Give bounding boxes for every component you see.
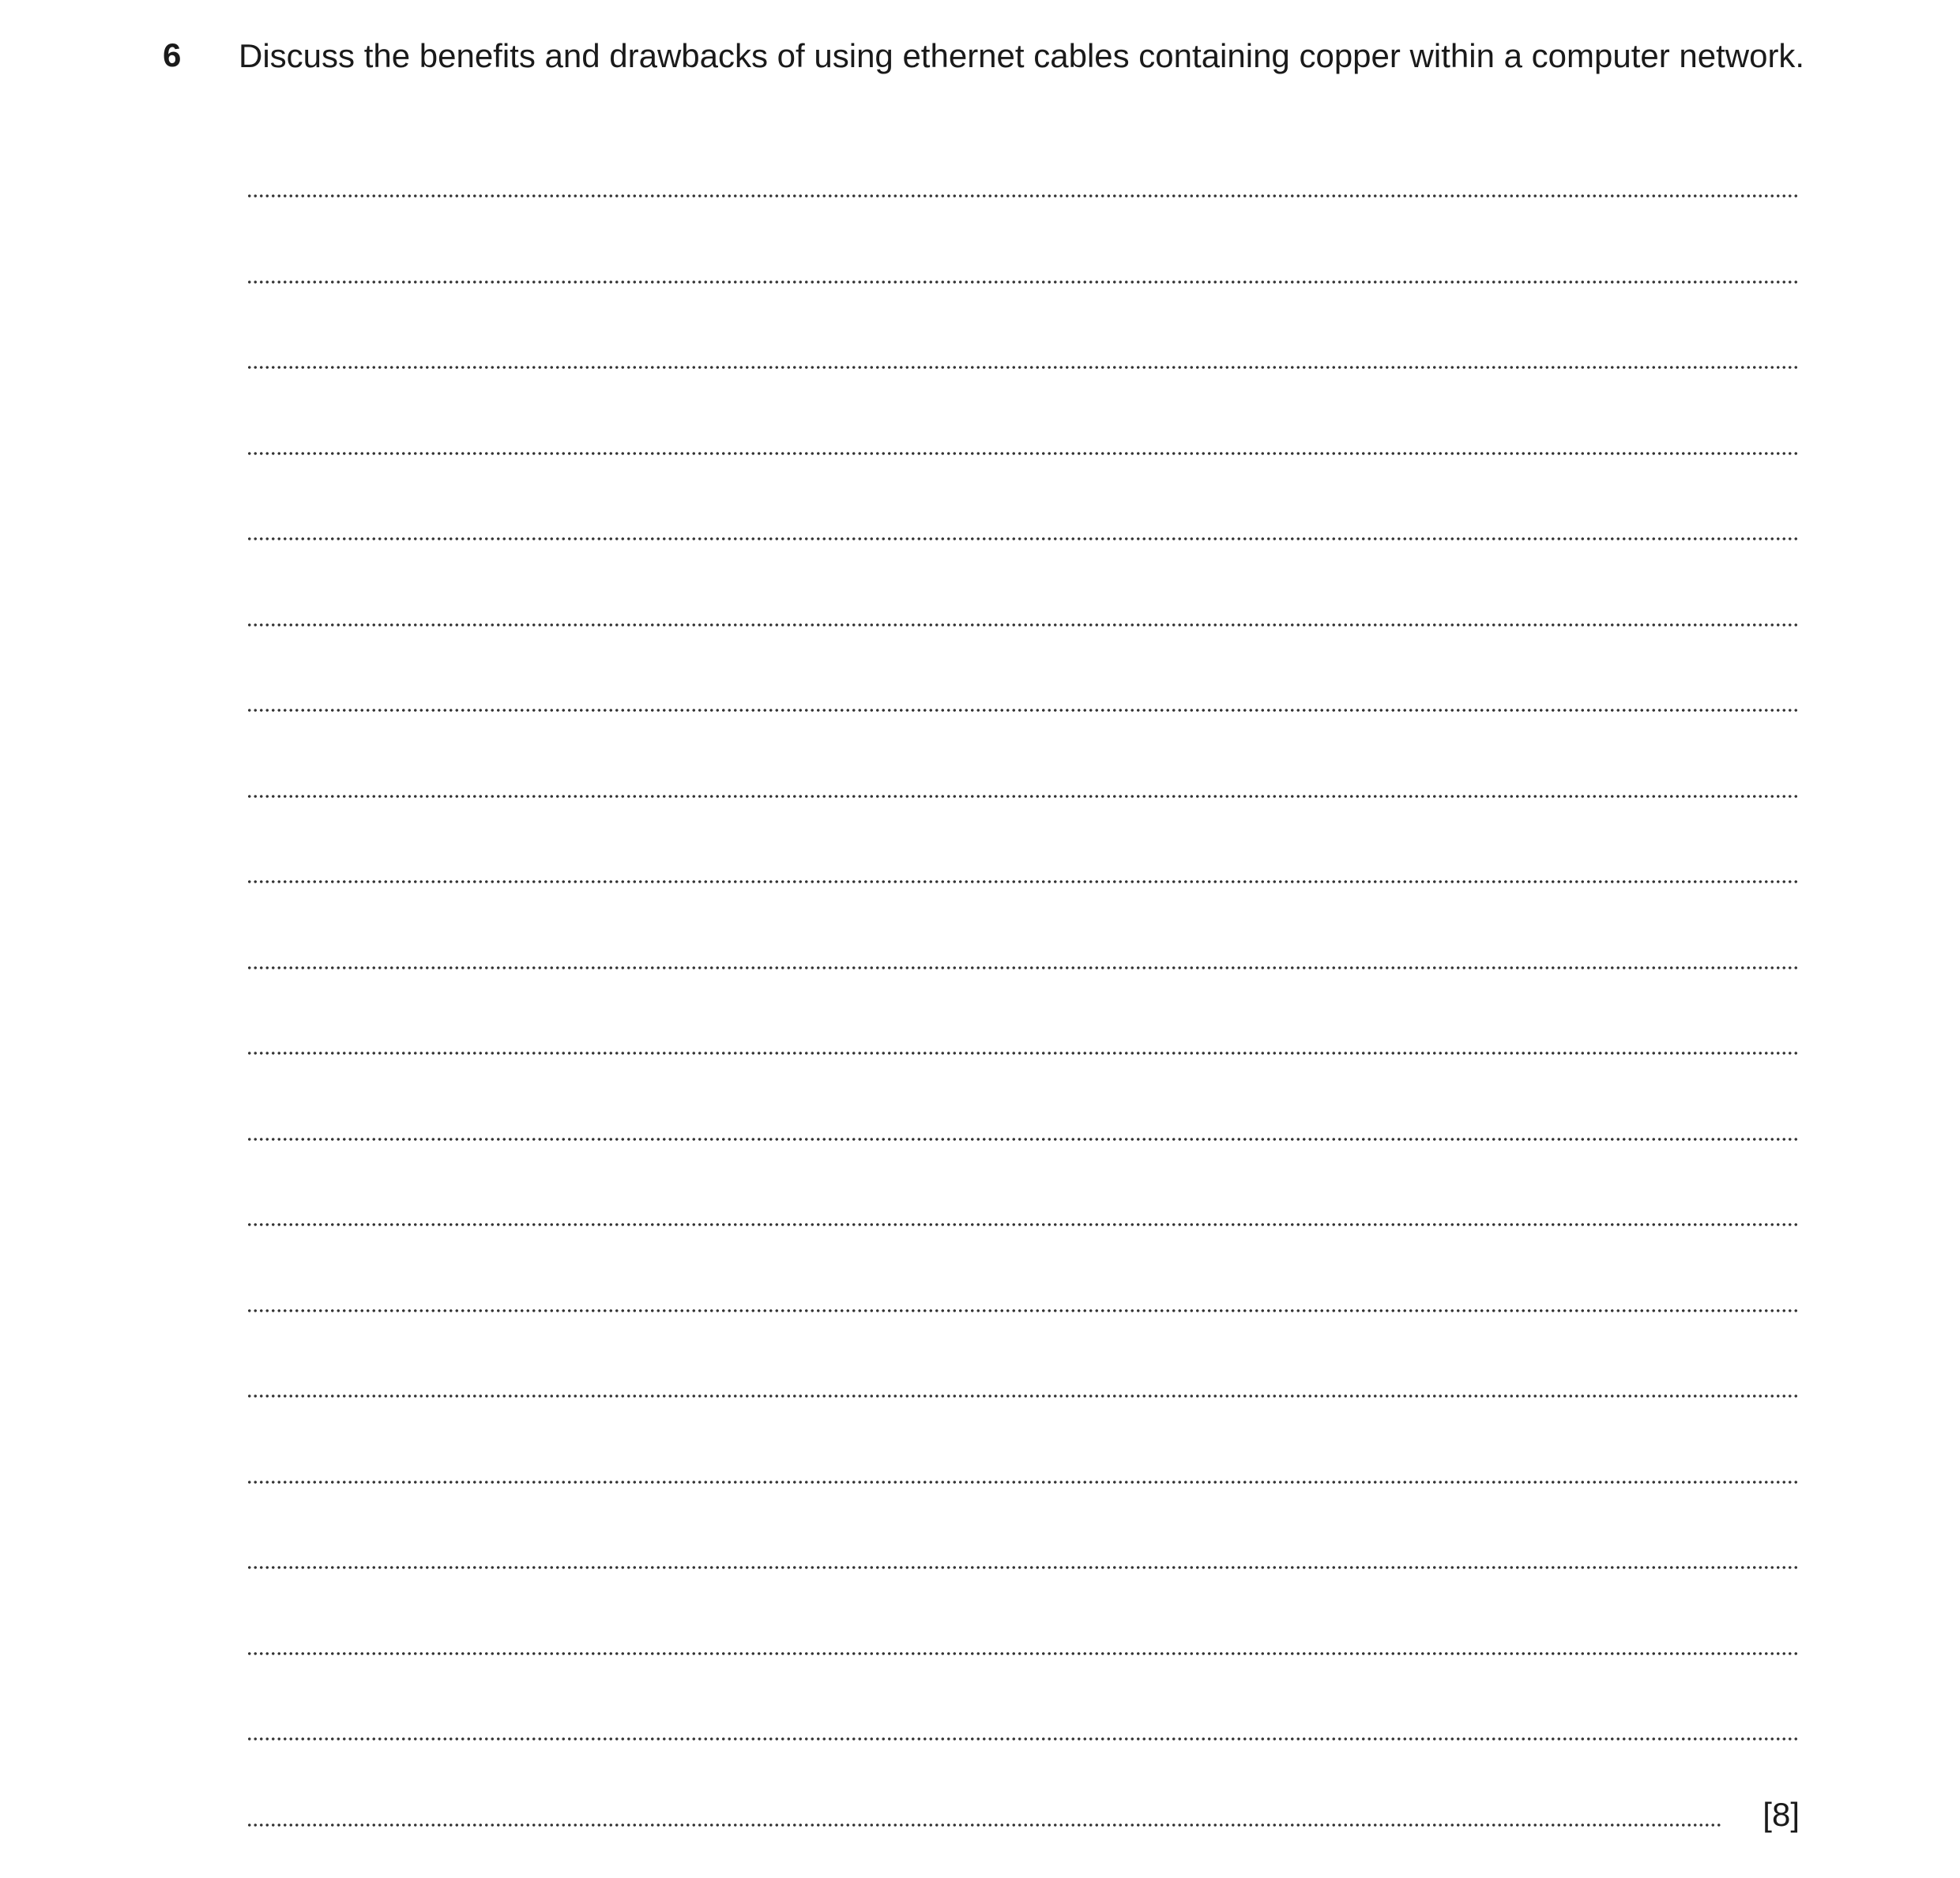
answer-line[interactable] <box>246 880 1800 883</box>
answer-line[interactable] <box>246 366 1800 369</box>
answer-line[interactable] <box>246 1566 1800 1569</box>
question-number: 6 <box>163 36 182 73</box>
answer-line[interactable] <box>246 194 1800 198</box>
marks-label: [8] <box>1762 1795 1800 1833</box>
answer-line[interactable] <box>246 709 1800 712</box>
answer-line[interactable] <box>246 623 1800 627</box>
answer-line[interactable] <box>246 1309 1800 1312</box>
answer-line[interactable] <box>246 1394 1800 1398</box>
answer-line[interactable] <box>246 1652 1800 1655</box>
answer-area[interactable] <box>246 158 1800 1849</box>
answer-line[interactable] <box>246 966 1800 969</box>
question-text: Discuss the benefits and drawbacks of using ethernet cables containing copper within a computer network. <box>239 37 1805 74</box>
answer-line[interactable] <box>246 795 1800 798</box>
answer-line[interactable] <box>246 1737 1800 1741</box>
answer-line[interactable] <box>246 1138 1800 1141</box>
answer-line[interactable] <box>246 537 1800 540</box>
answer-line[interactable] <box>246 1052 1800 1055</box>
answer-line[interactable] <box>246 1823 1721 1827</box>
answer-line[interactable] <box>246 1223 1800 1226</box>
answer-line[interactable] <box>246 452 1800 455</box>
answer-line[interactable] <box>246 1481 1800 1484</box>
answer-line[interactable] <box>246 280 1800 284</box>
